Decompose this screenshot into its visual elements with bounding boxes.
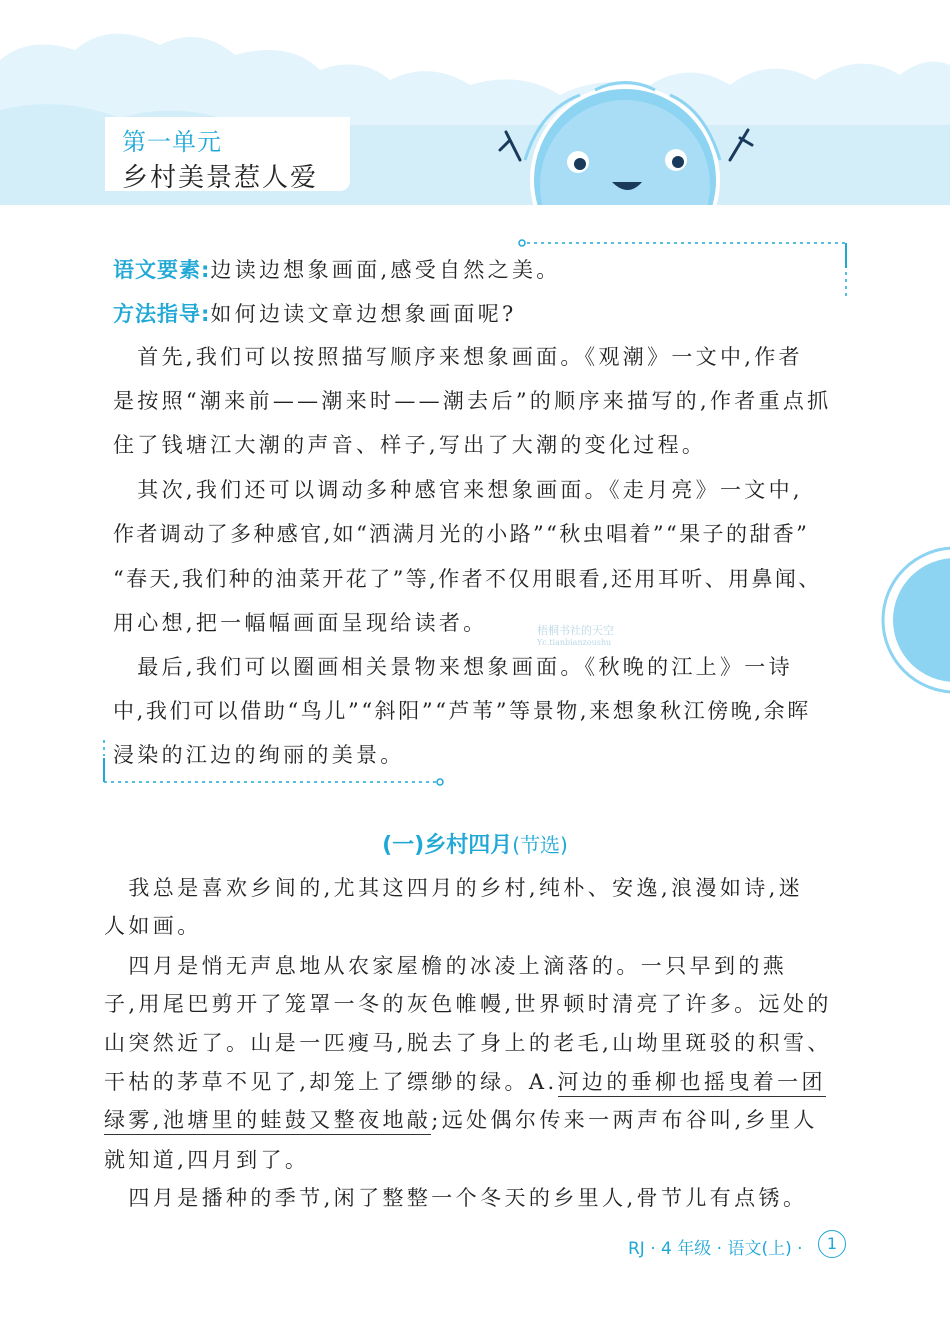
section-title-text: (一)乡村四月: [382, 833, 513, 858]
article-line: 山突然近了。山是一匹瘦马,脱去了身上的老毛,山坳里斑驳的积雪、: [104, 1031, 832, 1055]
guide-paragraph-line: 最后,我们可以圈画相关景物来想象画面。《秋晚的江上》一诗: [113, 655, 793, 679]
guide-paragraph-line: 浸染的江边的绚丽的美景。: [113, 743, 405, 767]
guide-paragraph-line: “春天,我们种的油菜开花了”等,作者不仅用眼看,还用耳听、用鼻闻、: [113, 567, 822, 591]
unit-number: 第一单元: [122, 128, 222, 156]
guide-paragraph-line: 中,我们可以借助“鸟儿”“斜阳”“芦苇”等景物,来想象秋江傍晚,余晖: [113, 699, 811, 723]
article-line: 四月是播种的季节,闲了整整一个冬天的乡里人,骨节儿有点锈。: [104, 1186, 808, 1210]
article-line: 就知道,四月到了。: [104, 1148, 310, 1172]
method-guide-label: 方法指导:: [113, 302, 211, 326]
article-line: 绿雾,池塘里的蛙鼓又整夜地敲;远处偶尔传来一两声布谷叫,乡里人: [104, 1106, 818, 1134]
guide-paragraph-line: 其次,我们还可以调动多种感官来想象画面。《走月亮》一文中,: [113, 478, 803, 502]
guide-paragraph-line: 首先,我们可以按照描写顺序来想象画面。《观潮》一文中,作者: [113, 345, 803, 369]
underlined-sentence-a: 河边的垂柳也摇曳着一团: [558, 1070, 826, 1097]
article-line: 四月是悄无声息地从农家屋檐的冰凌上滴落的。一只早到的燕: [104, 954, 788, 978]
article-line: 干枯的茅草不见了,却笼上了缥缈的绿。A.河边的垂柳也摇曳着一团: [104, 1068, 826, 1096]
guide-paragraph-line: 用心想,把一幅幅画面呈现给读者。: [113, 611, 488, 635]
page-number: 1: [818, 1230, 846, 1258]
guide-paragraph-line: 是按照“潮来前——潮来时——潮去后”的顺序来描写的,作者重点抓: [113, 389, 832, 413]
article-line: 我总是喜欢乡间的,尤其这四月的乡村,纯朴、安逸,浪漫如诗,迷: [104, 876, 804, 900]
language-element-line: [113, 256, 561, 284]
guide-paragraph-line: 作者调动了多种感官,如“洒满月光的小路”“秋虫唱着”“果子的甜香”: [113, 522, 810, 546]
article-line: 人如画。: [104, 914, 202, 938]
language-element-label: 语文要素:: [113, 258, 211, 282]
section-title: [0, 828, 950, 859]
footer-label: RJ · 4 年级 · 语文(上) ·: [628, 1239, 803, 1259]
side-sun-icon: [880, 540, 950, 700]
method-guide-text: 如何边读文章边想象画面呢?: [210, 302, 517, 326]
underlined-sentence-a: 绿雾,池塘里的蛙鼓又整夜地敲: [104, 1108, 431, 1135]
article-line: 子,用尾巴剪开了笼罩一冬的灰色帷幔,世界顿时清亮了许多。远处的: [104, 992, 832, 1016]
section-subtitle: (节选): [512, 833, 568, 857]
unit-title: 乡村美景惹人爱: [122, 163, 319, 193]
method-guide-line: [113, 300, 517, 328]
guide-paragraph-line: 住了钱塘江大潮的声音、样子,写出了大潮的变化过程。: [113, 433, 707, 457]
language-element-text: 边读边想象画面,感受自然之美。: [210, 258, 561, 282]
watermark: 梧桐书社的天空 Yc.tianbianzoushu: [537, 624, 614, 647]
